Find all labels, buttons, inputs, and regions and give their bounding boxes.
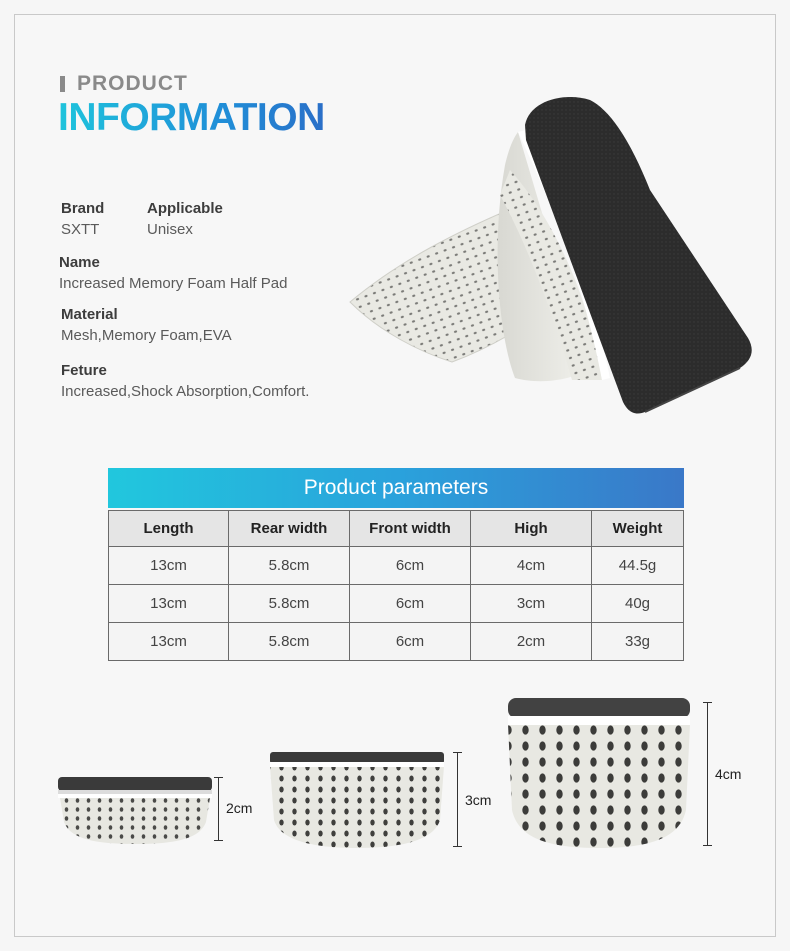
name-label: Name xyxy=(59,254,100,271)
feature-label: Feture xyxy=(61,362,107,379)
table-header-row xyxy=(109,511,684,547)
dimension-tick xyxy=(453,752,462,753)
table-cell: 4cm xyxy=(471,547,592,585)
dimension-tick xyxy=(703,702,712,703)
size-label-3cm: 3cm xyxy=(465,792,492,808)
table-row xyxy=(109,623,684,661)
table-cell: 5.8cm xyxy=(229,623,350,661)
dimension-line-3cm xyxy=(457,752,458,847)
size-label-2cm: 2cm xyxy=(226,800,253,816)
col-header: Weight xyxy=(592,511,684,547)
col-header: Rear width xyxy=(229,511,350,547)
product-photo-half-pad xyxy=(340,80,760,425)
dimension-tick xyxy=(214,777,223,778)
pad-photo-2cm xyxy=(50,760,220,860)
applicable-label: Applicable xyxy=(147,200,223,217)
pad-photo-4cm xyxy=(500,690,700,860)
table-cell: 13cm xyxy=(109,547,229,585)
table-cell: 13cm xyxy=(109,585,229,623)
name-value: Increased Memory Foam Half Pad xyxy=(59,275,288,292)
section-heading-small xyxy=(60,72,188,96)
feature-value: Increased,Shock Absorption,Comfort. xyxy=(61,383,310,400)
dimension-line-4cm xyxy=(707,702,708,846)
heading-line1: PRODUCT xyxy=(77,72,188,95)
table-cell: 44.5g xyxy=(592,547,684,585)
heading-bar-icon xyxy=(60,76,65,92)
table-row xyxy=(109,547,684,585)
table-cell: 3cm xyxy=(471,585,592,623)
material-value: Mesh,Memory Foam,EVA xyxy=(61,327,232,344)
table-cell: 40g xyxy=(592,585,684,623)
dimension-tick xyxy=(453,846,462,847)
table-cell: 6cm xyxy=(350,585,471,623)
col-header: Front width xyxy=(350,511,471,547)
section-heading-large: INFORMATION xyxy=(58,96,325,139)
size-label-4cm: 4cm xyxy=(715,766,742,782)
table-cell: 5.8cm xyxy=(229,547,350,585)
dimension-tick xyxy=(214,840,223,841)
table-cell: 6cm xyxy=(350,547,471,585)
table-cell: 2cm xyxy=(471,623,592,661)
table-row xyxy=(109,585,684,623)
brand-value: SXTT xyxy=(61,221,100,238)
table-cell: 6cm xyxy=(350,623,471,661)
col-header: Length xyxy=(109,511,229,547)
params-table xyxy=(108,510,684,661)
applicable-value: Unisex xyxy=(147,221,193,238)
material-label: Material xyxy=(61,306,118,323)
table-cell: 5.8cm xyxy=(229,585,350,623)
table-cell: 13cm xyxy=(109,623,229,661)
col-header: High xyxy=(471,511,592,547)
dimension-tick xyxy=(703,845,712,846)
dimension-line-2cm xyxy=(218,777,219,841)
pad-photo-3cm xyxy=(262,740,452,860)
params-table-title: Product parameters xyxy=(108,468,684,508)
table-cell: 33g xyxy=(592,623,684,661)
brand-label: Brand xyxy=(61,200,105,217)
